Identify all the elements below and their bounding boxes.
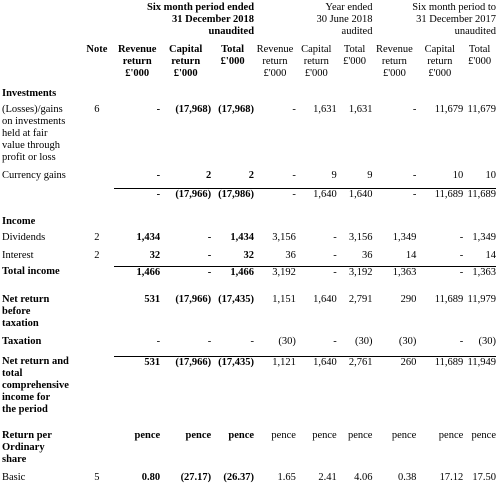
table-row [2,430,496,472]
revenue-header: Revenue return £'000 [376,44,413,79]
row-label: Basic [2,472,26,483]
table-cell: 1,434 [230,232,255,243]
table-cell: 17.50 [472,472,496,483]
table-cell: - [412,104,417,115]
period-audit-status: audited [341,26,373,37]
column-header-row [2,44,496,88]
section-row [2,88,496,104]
table-cell: (30) [337,336,373,356]
table-cell: 11,689 [467,188,496,200]
period-audit-status: unaudited [454,26,496,37]
table-cell: - [333,266,337,278]
table-cell: 1,631 [348,104,373,115]
table-cell: - [416,250,463,266]
table-cell: 14 [463,250,496,266]
row-label: Net return before taxation [2,294,50,329]
table-cell: - [160,336,211,356]
table-cell: 3,192 [348,266,373,278]
period-date: 31 December 2018 [172,14,255,25]
row-label: Return per Ordinary share [2,430,52,465]
period-header-2018h1 [114,2,254,44]
table-cell: 260 [400,356,417,368]
table-cell: 3,156 [348,232,373,243]
row-label: Net return and total comprehensive income for the period [2,356,69,415]
table-cell: - [160,250,211,266]
table-row [2,232,496,250]
table-row [2,104,496,170]
table-cell: - [207,232,212,243]
table-cell: 1,363 [392,266,417,278]
table-cell: 2 [211,170,254,188]
table-row [2,356,496,422]
table-cell: 1,121 [272,356,296,368]
table-cell: 1,640 [313,188,337,200]
revenue-header: Revenue return £'000 [117,44,157,79]
table-cell: 1,640 [313,294,337,305]
note-ref: 2 [94,250,100,261]
table-cell: - [296,336,337,356]
unit-cell: pence [134,430,161,441]
table-row [2,294,496,336]
table-cell: 32 [211,250,254,266]
income-statement-table [2,2,496,490]
table-cell: 0.80 [141,472,161,483]
table-cell: 1,349 [472,232,496,243]
table-cell: (17,968) [218,104,255,115]
table-cell: 11,679 [467,104,496,115]
table-cell: 1,640 [313,356,337,368]
table-cell: 531 [144,294,161,305]
table-cell: 1.65 [277,472,296,483]
table-cell: 4.06 [354,472,373,483]
unit-cell: pence [312,430,337,441]
table-row [2,170,496,188]
table-cell: 1,363 [472,266,496,278]
table-cell: 2.41 [318,472,337,483]
note-ref: 5 [94,472,100,483]
row-label: Interest [2,250,34,261]
table-cell: - [114,170,160,188]
table-cell: (17,966) [175,356,212,368]
period-title: Six month period ended [146,2,255,13]
capital-header: Capital return £'000 [169,44,203,79]
note-column-header: Note [86,44,108,55]
unit-cell: pence [347,430,373,441]
table-cell: - [412,188,417,200]
table-cell: (30) [254,336,296,356]
table-cell: 1,640 [348,188,373,200]
table-cell: (17,968) [175,104,212,115]
row-label: Dividends [2,232,46,243]
table-cell: (30) [463,336,496,356]
table-cell: 10 [416,170,463,188]
table-cell: 10 [463,170,496,188]
note-ref: 6 [94,104,100,115]
row-label: Currency gains [2,170,66,181]
unit-cell: pence [471,430,496,441]
table-cell: (17,435) [218,294,255,305]
capital-header: Capital return £'000 [424,44,455,79]
table-row [2,336,496,356]
table-cell: - [254,170,296,188]
row-label: Total income [2,266,60,277]
table-cell: 17.12 [439,472,464,483]
table-cell: - [156,104,161,115]
table-cell: 1,349 [392,232,417,243]
capital-header: Capital return £'000 [301,44,332,79]
table-cell: 3,192 [272,266,296,278]
table-row [2,266,496,286]
table-cell: 1,631 [313,104,337,115]
table-cell: 290 [400,294,417,305]
unit-cell: pence [271,430,296,441]
table-cell: - [372,170,416,188]
unit-cell: pence [185,430,212,441]
period-date: 31 December 2017 [416,14,496,25]
period-header-fy2018 [254,2,372,44]
table-cell: (17,435) [218,356,255,368]
table-cell: 2,761 [348,356,373,368]
table-cell: - [459,232,464,243]
table-cell: 11,679 [434,104,464,115]
table-cell: 531 [144,356,161,368]
table-cell: 2 [160,170,211,188]
table-cell: 36 [337,250,373,266]
table-cell: 32 [114,250,160,266]
row-label: Taxation [2,336,42,347]
subtotal-row [2,188,496,208]
unit-cell: pence [228,430,255,441]
total-header: Total £'000 [343,44,367,67]
unit-cell: pence [391,430,417,441]
table-cell: - [292,104,296,115]
table-cell: 9 [296,170,337,188]
table-cell: 9 [337,170,373,188]
table-cell: 1,151 [272,294,296,305]
period-title: Six month period to [412,2,496,13]
table-cell: (27.17) [180,472,212,483]
table-cell: - [416,336,463,356]
table-cell: 1,434 [136,232,161,243]
table-cell: 1,466 [230,266,255,278]
table-cell: (30) [372,336,416,356]
table-cell: (17,966) [175,294,212,305]
table-cell: (17,986) [218,188,255,200]
table-cell: 11,689 [434,294,464,305]
table-cell: 3,156 [272,232,296,243]
table-cell: 36 [254,250,296,266]
table-cell: 11,979 [467,294,496,305]
table-row [2,472,496,490]
period-date: 30 June 2018 [316,14,373,25]
table-cell: - [156,188,161,200]
table-cell: - [211,336,254,356]
table-cell: 11,689 [434,188,464,200]
table-cell: - [207,266,212,278]
section-heading-income: Income [2,216,36,227]
period-header-2017h1 [372,2,496,44]
table-cell: (26.37) [223,472,255,483]
total-header: Total £'000 [468,44,492,67]
table-cell: - [296,250,337,266]
table-cell: 1,466 [136,266,161,278]
table-cell: - [114,336,160,356]
total-header: Total £'000 [220,44,245,67]
revenue-header: Revenue return £'000 [256,44,294,79]
table-cell: 11,949 [467,356,496,368]
table-row [2,250,496,266]
table-cell: 11,689 [434,356,464,368]
table-cell: 0.38 [397,472,417,483]
unit-cell: pence [438,430,464,441]
section-row [2,216,496,232]
period-header-row [2,2,496,44]
period-title: Year ended [325,2,373,13]
note-ref: 2 [94,232,100,243]
row-label: (Losses)/gains on investments held at fair value through profit or loss [2,104,66,163]
table-cell: (17,966) [175,188,212,200]
table-cell: - [292,188,296,200]
section-heading-investments: Investments [2,88,57,99]
table-cell: - [459,266,464,278]
table-cell: 14 [372,250,416,266]
table-cell: 2,791 [348,294,373,305]
period-audit-status: unaudited [208,26,255,37]
table-cell: - [333,232,337,243]
